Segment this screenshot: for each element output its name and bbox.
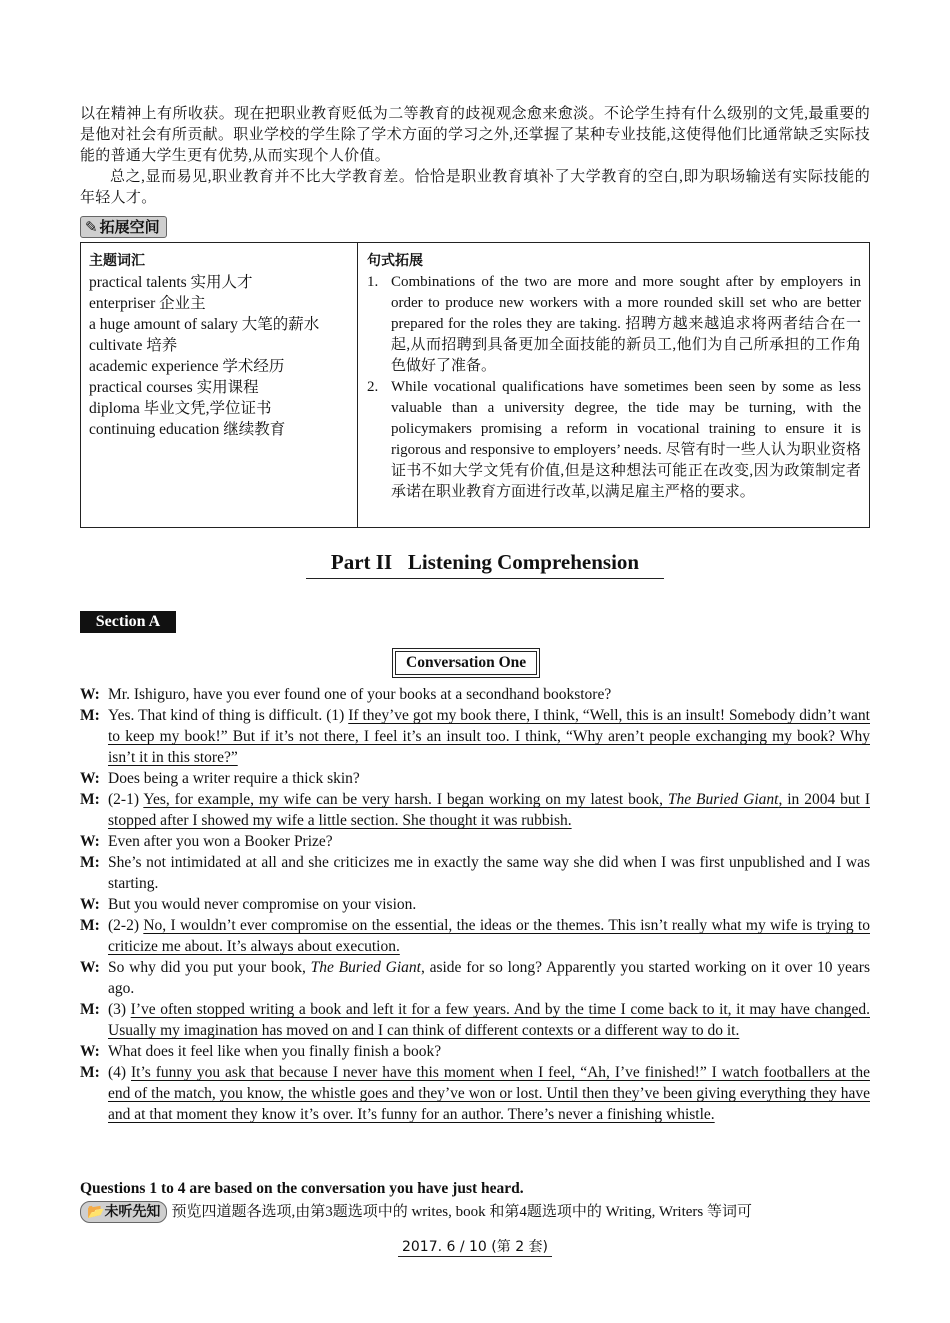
underlined-answer-text: Yes, for example, my wife can be very harsh. I began working on my latest book,	[143, 791, 668, 808]
dialogue-text: (2-2)	[108, 917, 144, 934]
speaker-label: W:	[80, 833, 100, 850]
dialogue-text: But you would never compromise on your vision.	[108, 896, 417, 913]
speaker-label: M:	[80, 854, 100, 871]
expansion-tag	[80, 216, 167, 238]
vocab-item: practical courses 实用课程	[89, 379, 259, 396]
dialogue-text: What does it feel like when you finally finish a book?	[108, 1043, 442, 1060]
vocab-column	[81, 243, 358, 527]
page-footer	[0, 1236, 950, 1256]
intro-text	[80, 104, 870, 209]
dialogue-text: Mr. Ishiguro, have you ever found one of your books at a secondhand bookstore?	[108, 686, 612, 703]
dialogue-line	[80, 684, 870, 705]
tip-badge	[80, 1201, 167, 1223]
vocab-list	[89, 272, 357, 440]
questions-note: Questions 1 to 4 are based on the conversation you have just heard.	[80, 1180, 524, 1197]
dialogue-text: Even after you won a Booker Prize?	[108, 833, 333, 850]
conversation-title-box	[392, 648, 540, 678]
part-title: Part II Listening Comprehension	[306, 550, 664, 579]
dialogue-text: So why did you put your book,	[108, 959, 311, 976]
dialogue-text: Does being a writer require a thick skin?	[108, 770, 360, 787]
pencil-icon: ✎	[85, 218, 98, 236]
intro-paragraph-1: 以在精神上有所收获。现在把职业教育贬低为二等教育的歧视观念愈来愈淡。不论学生持有什么级别的文凭,最重要的是他对社会有所贡献。职业学校的学生除了学术方面的学习之外,还掌握了某种专业技能,这使得他们比通常缺乏实际技能的普通大学生更有优势,从而实现个人价值。	[80, 106, 870, 164]
speaker-label: M:	[80, 917, 100, 934]
dialogue-line	[80, 1062, 870, 1125]
dialogue	[80, 684, 870, 1125]
pattern-number: 2.	[367, 379, 379, 395]
footer-text: 2017. 6 / 10 (第 2 套)	[398, 1239, 552, 1257]
underlined-answer-text: , in 2004 but I stopped after I showed my wife a little section. She thought it was rubbish.	[108, 791, 870, 829]
folder-icon: 📂	[87, 1204, 105, 1220]
pattern-column	[359, 243, 869, 527]
dialogue-text: (3)	[108, 1001, 131, 1018]
pattern-text: While vocational qualifications have sometimes been seen by some as less valuable than a university degree, the tide may be turning, with the policymakers promising a reform in vocational training to ensure it is rigorous and responsive to employers’ needs. 尽管有时一些人认为职业资格证书不如大学文凭有价值,但是这种想法可能正在改变,因为政策制定者承诺在职业教育方面进行改革,以满足雇主严格的要求。	[391, 379, 861, 500]
dialogue-text: (2-1)	[108, 791, 144, 808]
dialogue-line	[80, 789, 870, 831]
vocab-item: a huge amount of salary 大笔的薪水	[89, 316, 320, 333]
expansion-box	[80, 242, 870, 528]
vocab-heading: 主题词汇	[89, 253, 145, 269]
dialogue-text: , aside for so long? Apparently you started working on it over 10 years ago.	[108, 959, 870, 997]
expansion-tag-label: 拓展空间	[99, 218, 160, 236]
vocab-item: diploma 毕业文凭,学位证书	[89, 400, 272, 417]
vocab-item: cultivate 培养	[89, 337, 178, 354]
tip-badge-label: 未听先知	[104, 1204, 161, 1220]
vocab-item: academic experience 学术经历	[89, 358, 285, 375]
tip-line	[80, 1201, 870, 1223]
vocab-item: continuing education 继续教育	[89, 421, 286, 438]
pattern-number: 1.	[367, 274, 379, 290]
speaker-label: W:	[80, 770, 100, 787]
dialogue-text: (4)	[108, 1064, 132, 1081]
intro-paragraph-2: 总之,显而易见,职业教育并不比大学教育差。恰恰是职业教育填补了大学教育的空白,即为职场输送有实际技能的年轻人才。	[80, 169, 870, 206]
underlined-answer-text: If they’ve got my book there, I think, “Well, this is an insult! Somebody didn’t want to keep my book!” But if it’s not there, I feel it’s an insult too. I think, “Why aren’t people exchanging my book? Why isn’t it in this store?”	[108, 707, 870, 766]
dialogue-line	[80, 957, 870, 999]
pattern-item	[367, 377, 861, 503]
speaker-label: M:	[80, 707, 100, 724]
speaker-label: M:	[80, 1001, 100, 1018]
dialogue-line	[80, 768, 870, 789]
pattern-list	[359, 272, 869, 503]
dialogue-line	[80, 999, 870, 1041]
vocab-item: enterpriser 企业主	[89, 295, 206, 312]
dialogue-line	[80, 915, 870, 957]
dialogue-line	[80, 852, 870, 894]
dialogue-line	[80, 705, 870, 768]
underlined-answer-text: No, I wouldn’t ever compromise on the essential, the ideas or the themes. This isn’t really what my wife is trying to criticize me about. It’s always about execution.	[108, 917, 870, 955]
speaker-label: W:	[80, 1043, 100, 1060]
speaker-label: M:	[80, 1064, 100, 1081]
dialogue-line	[80, 1041, 870, 1062]
conversation-title: Conversation One	[395, 651, 537, 675]
dialogue-line	[80, 894, 870, 915]
dialogue-line	[80, 831, 870, 852]
pattern-text: Combinations of the two are more and more sought after by employers in order to produce new workers with a more rounded skill set who are better prepared for the roles they are taking. 招聘方越来越追求将两者结合在一起,从而招聘到具备更加全面技能的新员工,他们为自己所承担的工作角色做好了准备。	[391, 274, 861, 374]
speaker-label: W:	[80, 959, 100, 976]
speaker-label: W:	[80, 896, 100, 913]
dialogue-text: The Buried Giant	[310, 959, 421, 976]
pattern-heading: 句式拓展	[367, 253, 423, 269]
tip-text: 预览四道题各选项,由第3题选项中的 writes, book 和第4题选项中的 Writing, Writers 等词可	[171, 1204, 753, 1220]
speaker-label: W:	[80, 686, 100, 703]
underlined-answer-text: The Buried Giant	[667, 791, 779, 808]
pattern-item	[367, 272, 861, 377]
underlined-answer-text: I’ve often stopped writing a book and left it for a few years. And by the time I come back to it, it may have changed. Usually my imagination has moved on and I can think of different contexts or a different way to do it.	[108, 1001, 870, 1039]
underlined-answer-text: It’s funny you ask that because I never have this moment when I feel, “Ah, I’ve finished!” I watch footballers at the end of the match, you know, the whistle goes and they’ve won or lost. Until then they’ve been giving everything they have and at that moment they know it’s over. It’s funny for an author. There’s never a finishing whistle.	[108, 1064, 870, 1123]
dialogue-text: Yes. That kind of thing is difficult. (1)	[108, 707, 349, 724]
section-label: Section A	[80, 611, 176, 633]
vocab-item: practical talents 实用人才	[89, 274, 253, 291]
speaker-label: M:	[80, 791, 100, 808]
dialogue-text: She’s not intimidated at all and she criticizes me in exactly the same way she did when I was first unpublished and I was starting.	[108, 854, 870, 892]
